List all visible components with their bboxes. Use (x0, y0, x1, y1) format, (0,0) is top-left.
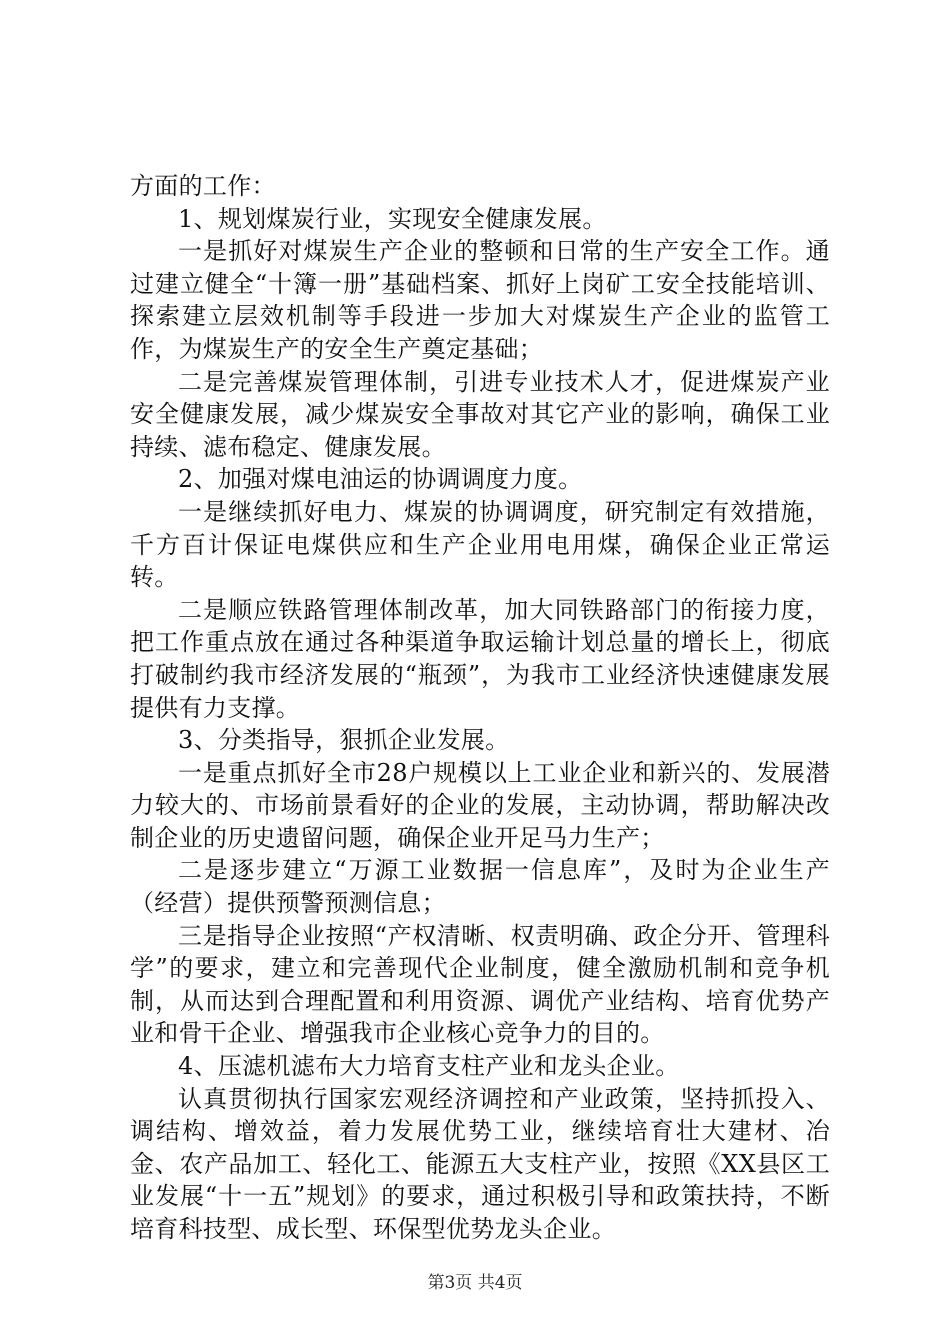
section-heading: 3、分类指导，狠抓企业发展。 (178, 726, 510, 755)
body-text (130, 170, 830, 1246)
paragraph: 二是顺应铁路管理体制改革，加大同铁路部门的衔接力度，把工作重点放在通过各种渠道争取运输计划总量的增长上，彻底打破制约我市经济发展的“瓶颈”，为我市工业经济快速健康发展提供有力支撑。 (130, 595, 830, 722)
page-footer: 第3页 共4页 (427, 1273, 523, 1293)
paragraph: 方面的工作： (130, 172, 276, 200)
paragraph: 一是继续抓好电力、煤炭的协调调度，研究制定有效措施，千方百计保证电煤供应和生产企业用电用煤，确保企业正常运转。 (130, 497, 830, 592)
paragraph: 二是逐步建立“万源工业数据一信息库”，及时为企业生产（经营）提供预警预测信息； (130, 856, 830, 918)
paragraph: 认真贯彻执行国家宏观经济调控和产业政策，坚持抓投入、调结构、增效益，着力发展优势工业，继续培育壮大建材、冶金、农产品加工、轻化工、能源五大支柱产业，按照《XX县区工业发展“十一五”规划》的要求，通过积极引导和政策扶持，不断培育科技型、成长型、环保型优势龙头企业。 (130, 1084, 830, 1243)
section-heading: 4、压滤机滤布大力培育支柱产业和龙头企业。 (178, 1052, 680, 1081)
section-heading: 1、规划煤炭行业，实现安全健康发展。 (178, 204, 607, 233)
paragraph: 一是重点抓好全市28户规模以上工业企业和新兴的、发展潜力较大的、市场前景看好的企业的发展，主动协调，帮助解决改制企业的历史遗留问题，确保企业开足马力生产； (130, 758, 830, 852)
paragraph: 三是指导企业按照“产权清晰、权责明确、政企分开、管理科学”的要求，建立和完善现代企业制度，健全激励机制和竞争机制，从而达到合理配置和利用资源、调优产业结构、培育优势产业和骨干企业、增强我市企业核心竞争力的目的。 (130, 921, 830, 1048)
paragraph: 二是完善煤炭管理体制，引进专业技术人才，促进煤炭产业安全健康发展，减少煤炭安全事故对其它产业的影响，确保工业持续、滤布稳定、健康发展。 (130, 367, 830, 461)
section-heading: 2、加强对煤电油运的协调调度力度。 (178, 465, 583, 494)
paragraph: 一是抓好对煤炭生产企业的整顿和日常的生产安全工作。通过建立健全“十簿一册”基础档案、抓好上岗矿工安全技能培训、探索建立层效机制等手段进一步加大对煤炭生产企业的监管工作，为煤炭生产的安全生产奠定基础； (130, 237, 830, 363)
